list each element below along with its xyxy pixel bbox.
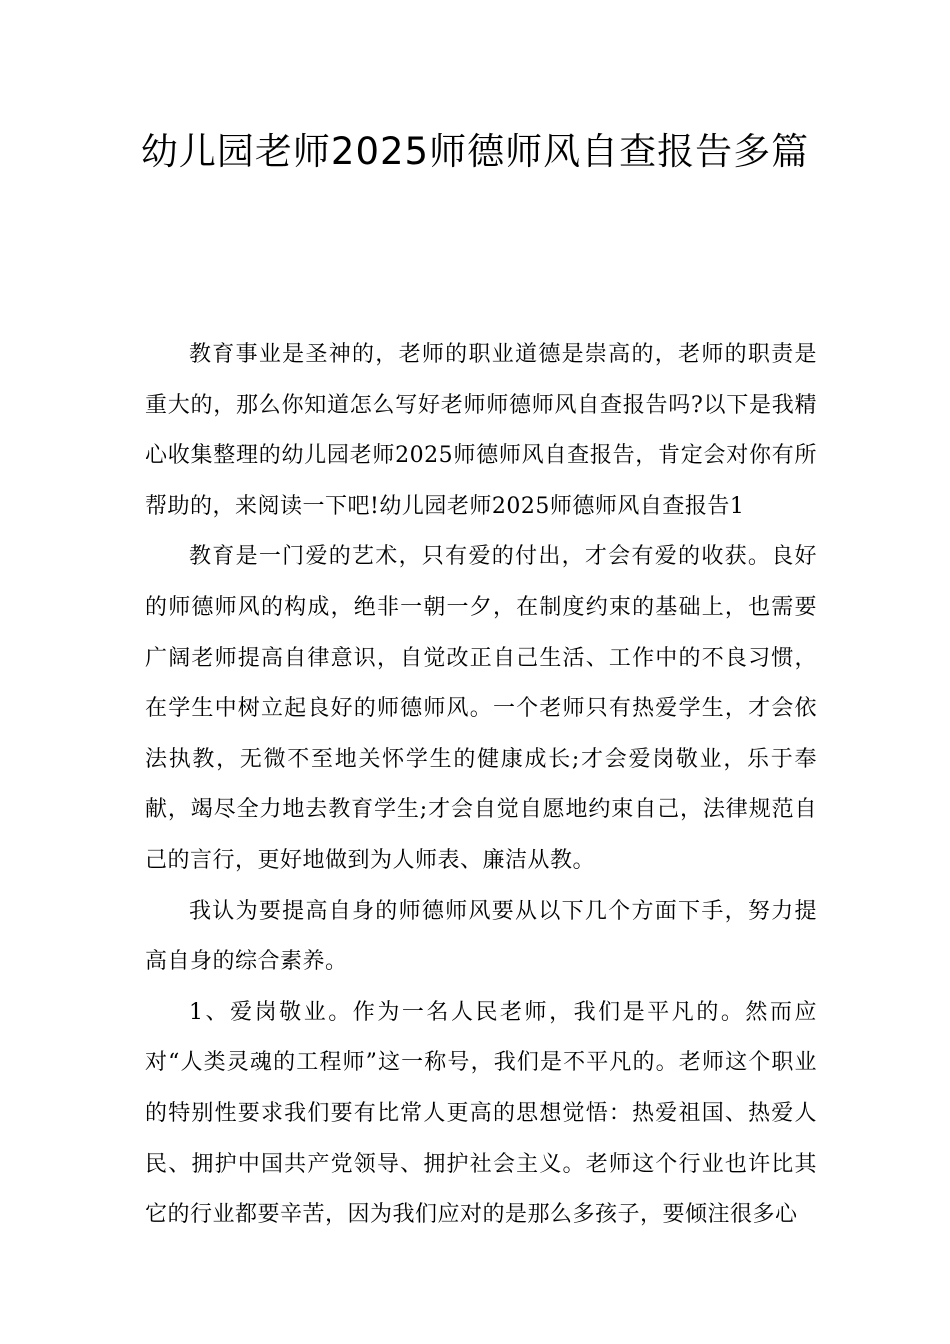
document-title: 幼儿园老师2025师德师风自查报告多篇 xyxy=(140,130,810,173)
paragraph-improvement-aspects: 我认为要提高自身的师德师风要从以下几个方面下手，努力提高自身的综合素养。 xyxy=(145,898,817,975)
paragraph-love-of-education: 教育是一门爱的艺术，只有爱的付出，才会有爱的收获。良好的师德师风的构成，绝非一朝一夕，在制度约束的基础上，也需要广阔老师提高自律意识，自觉改正自己生活、工作中的不良习惯，在学生中树立起良好的师德师风。一个老师只有热爱学生，才会依法执教，无微不至地关怀学生的健康成长;才会爱岗敬业，乐于奉献，竭尽全力地去教育学生;才会自觉自愿地约束自己，法律规范自己的言行，更好地做到为人师表、廉洁从教。 xyxy=(145,544,817,873)
paragraph-dedication: 1、爱岗敬业。作为一名人民老师，我们是平凡的。然而应对“人类灵魂的工程师”这一称号，我们是不平凡的。老师这个职业的特别性要求我们要有比常人更高的思想觉悟：热爱祖国、热爱人民、拥护中国共产党领导、拥护社会主义。老师这个行业也许比其它的行业都要辛苦，因为我们应对的是那么多孩子，要倾注很多心 xyxy=(145,999,817,1228)
document-body xyxy=(145,330,817,1241)
paragraph-intro: 教育事业是圣神的，老师的职业道德是崇高的，老师的职责是重大的，那么你知道怎么写好老师师德师风自查报告吗?以下是我精心收集整理的幼儿园老师2025师德师风自查报告，肯定会对你有所帮助的，来阅读一下吧!幼儿园老师2025师德师风自查报告1 xyxy=(145,342,817,519)
